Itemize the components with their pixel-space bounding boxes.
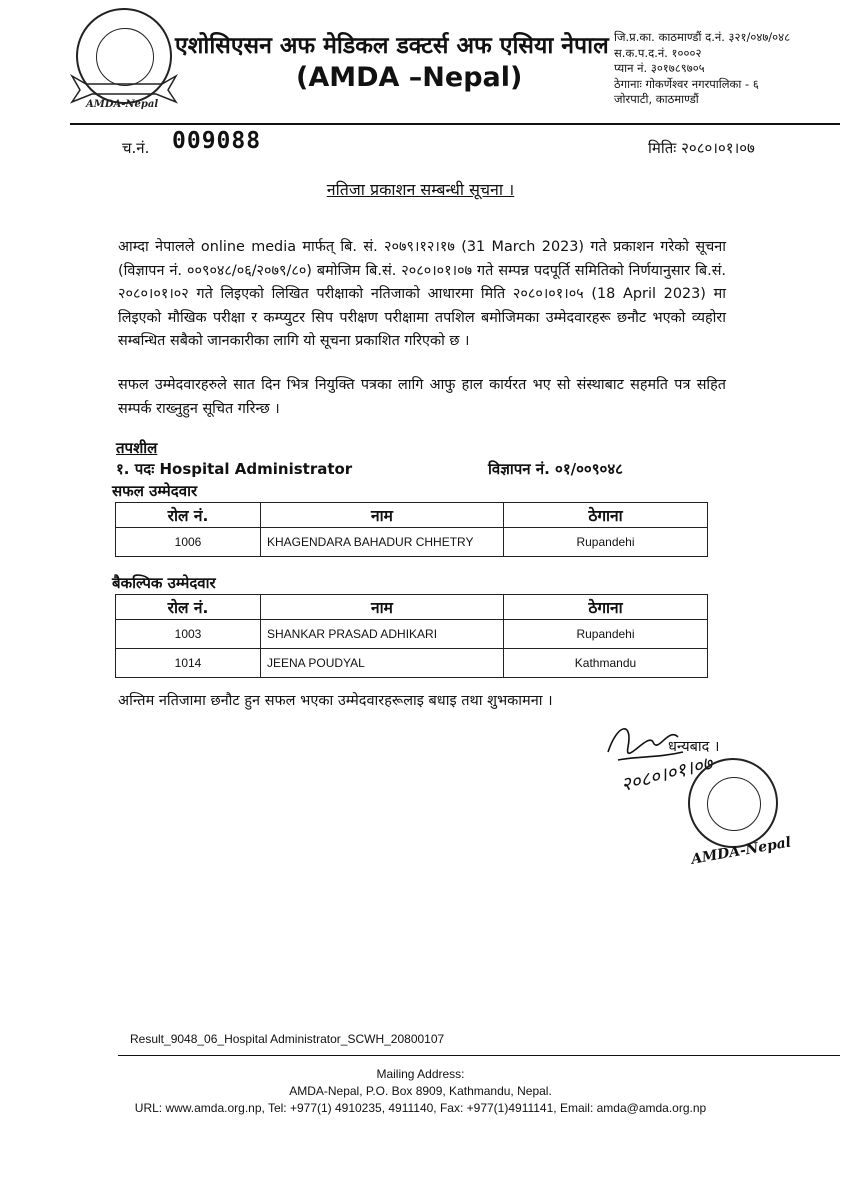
reg-line: जोरपाटी, काठमाण्डौं <box>614 92 699 106</box>
reg-line: प्यान नं. ३०१७८९७०५ <box>614 61 705 75</box>
notice-subject: नतिजा प्रकाशन सम्बन्धी सूचना । <box>326 180 515 199</box>
column-header-roll: रोल नं. <box>116 503 261 528</box>
column-header-name: नाम <box>261 595 504 620</box>
column-header-roll: रोल नं. <box>116 595 261 620</box>
roll-number: 1006 <box>116 528 261 557</box>
globe-icon <box>707 777 761 831</box>
column-header-address: ठेगाना <box>504 503 708 528</box>
body-paragraph-2: सफल उम्मेदवारहरुले सात दिन भित्र नियुक्ति पत्रका लागि आफु हाल कार्यरत भए सो संस्थाबाट सहमति पत्र सहित सम्पर्क राख्नुहुन सूचित गरिन्छ । <box>118 377 726 417</box>
roll-number: 1014 <box>116 649 261 678</box>
reg-line: ठेगानाः गोकर्णेश्वर नगरपालिका - ६ <box>614 76 759 91</box>
column-header-name: नाम <box>261 503 504 528</box>
footer-divider <box>118 1055 840 1056</box>
header-divider <box>70 123 840 125</box>
reg-line: स.क.प.द.नं. १०००२ <box>614 45 702 60</box>
closing-message: अन्तिम नतिजामा छनौट हुन सफल भएका उम्मेदवारहरूलाइ बधाइ तथा शुभकामना । <box>118 693 553 709</box>
post-line: १. पदः Hospital Administrator <box>116 460 353 478</box>
candidate-address: Kathmandu <box>504 649 708 678</box>
notice-date: मितिः २०८०।०१।०७ <box>648 139 755 157</box>
signature-date: २०८०।०१।०७ <box>618 752 715 797</box>
seal-text: AMDA-Nepal <box>690 834 793 868</box>
table-header-row <box>116 595 708 620</box>
candidate-address: Rupandehi <box>504 528 708 557</box>
mailing-label: Mailing Address: <box>376 1067 465 1081</box>
org-name-english: (AMDA –Nepal) <box>296 62 523 93</box>
reference-number: 009088 <box>172 128 262 154</box>
registration-details <box>614 30 836 108</box>
reg-line: जि.प्र.का. काठमाण्डौं द.नं. ३२१/०४७/०४८ <box>614 30 791 44</box>
contact-line: URL: www.amda.org.np, Tel: +977(1) 4910235, 4911140, Fax: +977(1)4911141, Email: amda@amda.org.np <box>134 1101 707 1115</box>
file-code: Result_9048_06_Hospital Administrator_SCWH_20800107 <box>130 1032 445 1046</box>
seal-banner-icon <box>68 70 180 110</box>
org-name-nepali: एशोसिएसन अफ मेडिकल डक्टर्स अफ एसिया नेपाल <box>175 33 609 59</box>
advertisement-number: विज्ञापन नं. ०१/००९०४८ <box>488 460 623 478</box>
candidate-name: JEENA POUDYAL <box>261 649 504 678</box>
roll-number: 1003 <box>116 620 261 649</box>
thanks-text: धन्यबाद । <box>668 739 720 755</box>
column-header-address: ठेगाना <box>504 595 708 620</box>
details-heading: तपशील <box>116 439 158 457</box>
candidate-name: SHANKAR PRASAD ADHIKARI <box>261 620 504 649</box>
table-header-row <box>116 503 708 528</box>
svg-text:AMDA-Nepal: AMDA-Nepal <box>86 99 159 110</box>
successful-candidates-heading: सफल उम्मेदवार <box>112 482 198 500</box>
alternate-candidates-heading: बैकल्पिक उम्मेदवार <box>112 574 216 592</box>
candidate-name: KHAGENDARA BAHADUR CHHETRY <box>261 528 504 557</box>
table-row <box>116 528 708 557</box>
candidate-address: Rupandehi <box>504 620 708 649</box>
reference-label: च.नं. <box>122 139 150 157</box>
table-row <box>116 649 708 678</box>
alternate-candidates-table <box>115 594 708 678</box>
amda-seal-stamp <box>688 758 778 848</box>
table-row <box>116 620 708 649</box>
body-paragraph-1: आम्दा नेपालले online media मार्फत् बि. सं. २०७९।१२।१७ (31 March 2023) गते प्रकाशन गरेको सूचना (विज्ञापन नं. ००९०४८/०६/२०७९/८०) बमोजिम बि.सं. २०८०।०१।०७ गते सम्पन्न पदपूर्ति समितिको निर्णयानुसार बि.सं. २०८०।०१।०२ गते लिइएको लिखित परीक्षाको नतिजाको आधारमा मिति २०८०।०१।०५ (18 April 2023) मा लिइएको मौखिक परीक्षा र कम्प्युटर सिप परीक्षण परीक्षामा तपशिल बमोजिमका उम्मेदवारहरू छनौट भएको व्यहोरा सम्बन्धित सबैको जानकारीका लागि यो सूचना प्रकाशित गरिएको छ । <box>118 239 726 349</box>
successful-candidates-table <box>115 502 708 557</box>
mailing-address: AMDA-Nepal, P.O. Box 8909, Kathmandu, Nepal. <box>289 1084 552 1098</box>
